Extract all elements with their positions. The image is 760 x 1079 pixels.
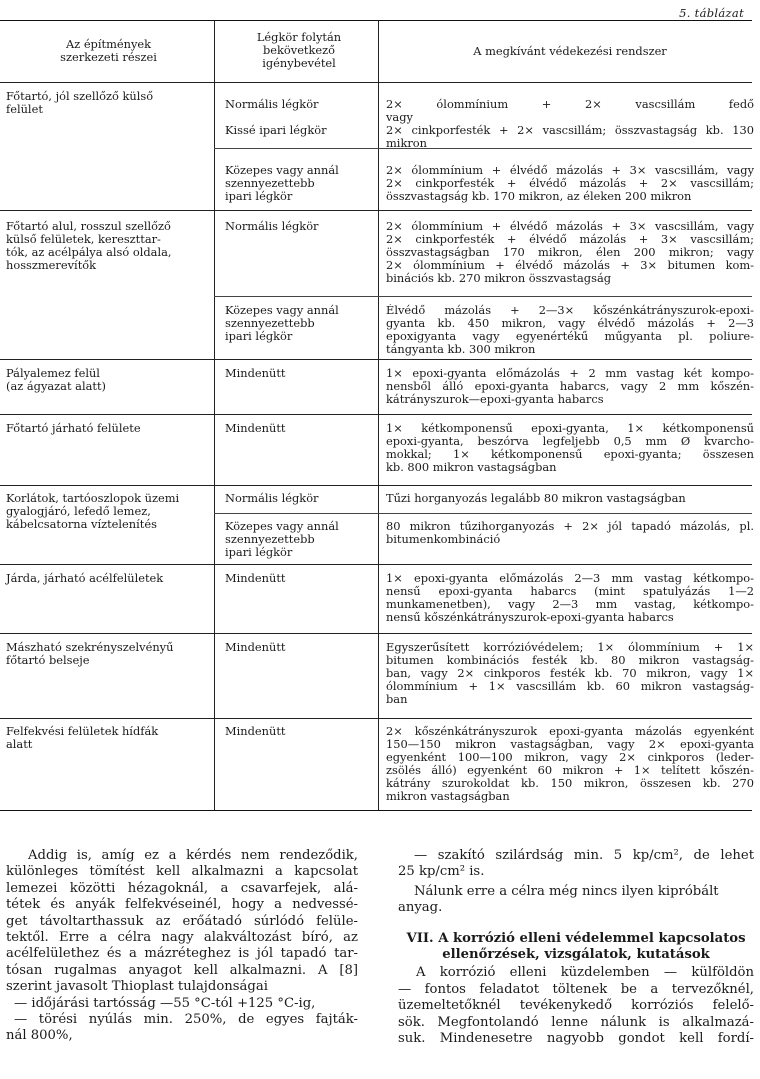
- structure-part-label: Főtartó alul, rosszul szellőző külső felületek, kereszttar- tók, az acélpálya alsó oldala, hosszmerevítők: [6, 219, 172, 272]
- corrosion-paragraph: A korrózió elleni küzdelemben — külföldön — fontos feladatot töltenek be a tervezőknél, üzemeltetőknél tevékenykedő korróziós felelő- sök. Megfontolandó lenne nálunk is alkalmazá- suk. Mindenesetre nagyobb gondot kell fordí-: [398, 965, 754, 1047]
- protection-line: 2× ólommínium + élvédő mázolás + 3× vascsillám, vagy: [386, 220, 754, 233]
- protection-line: tángyanta kb. 300 mikron: [386, 343, 536, 356]
- protection-line: Tűzi horganyozás legalább 80 mikron vastagságban: [386, 492, 686, 505]
- atmosphere-condition: Mindenütt: [225, 640, 286, 654]
- protection-system-text: [386, 492, 754, 505]
- protection-line: mikron vastagságban: [386, 790, 510, 803]
- protection-line: ólommínium + 1× vascsillám kb. 60 mikron vastagság-: [386, 680, 754, 693]
- structure-part-label: Mászható szekrényszelvényű főtartó belseje: [6, 640, 174, 667]
- right-column-text: [398, 848, 754, 1047]
- no-material-paragraph: Nálunk erre a célra még nincs ilyen kipróbált anyag.: [398, 883, 719, 916]
- protection-system-text: [386, 367, 754, 406]
- protection-line: összvastagságban 170 mikron, élen 200 mikron; vagy: [386, 246, 754, 259]
- structure-part-label: Főtartó járható felülete: [6, 421, 141, 435]
- header-protection-system: A megkívánt védekezési rendszer: [473, 44, 667, 58]
- protection-line: bitumenkombináció: [386, 533, 501, 546]
- protection-table: [0, 20, 752, 811]
- protection-line: nensű epoxi-gyanta habarcs (mint spatulyázás 1—2: [386, 585, 754, 598]
- structure-part-label: Pályalemez felül (az ágyazat alatt): [6, 366, 106, 393]
- protection-line: 2× kőszénkátrányszurok epoxi-gyanta mázolás egyenként: [386, 725, 754, 738]
- protection-system-text: [386, 304, 754, 356]
- protection-line: kátrány szurokoldat kb. 150 mikron, összesen kb. 270: [386, 777, 754, 790]
- protection-line: gyanta kb. 450 mikron, vagy élvédő mázolás + 2—3: [386, 317, 754, 330]
- protection-line: nensből álló epoxi-gyanta habarcs, vagy 2 mm kőszén-: [386, 380, 754, 393]
- header-atmospheric-load: Légkör folytán bekövetkező igénybevétel: [256, 30, 342, 70]
- protection-line: 80 mikron tűzihorganyozás + 2× jól tapadó mázolás, pl.: [386, 520, 754, 533]
- protection-line: Élvédő mázolás + 2—3× kőszénkátrányszurok-epoxi-: [386, 304, 754, 317]
- protection-line: 1× kétkomponensű epoxi-gyanta, 1× kétkomponensű: [386, 422, 754, 435]
- protection-line: munkamenetben), vagy 2—3 mm vastag, kétkompo-: [386, 598, 754, 611]
- protection-system-text: [386, 520, 754, 546]
- structure-part-label: Felfekvési felületek hídfák alatt: [6, 724, 159, 751]
- protection-line: 2× cinkporfesték + élvédő mázolás + 3× vascsillám;: [386, 233, 754, 246]
- protection-system-text: [386, 725, 754, 803]
- protection-system-text: [386, 641, 754, 706]
- atmosphere-condition: Normális légkör: [225, 97, 319, 111]
- protection-line: 1× epoxi-gyanta előmázolás 2—3 mm vastag kétkompo-: [386, 572, 754, 585]
- atmosphere-condition: Mindenütt: [225, 571, 286, 585]
- structure-part-label: Főtartó, jól szellőző külső felület: [6, 89, 154, 116]
- protection-line: ban, vagy 2× cinkporos festék kb. 70 mikron, vagy 1×: [386, 667, 754, 680]
- protection-line: összvastagság kb. 170 mikron, az éleken 200 mikron: [386, 190, 692, 203]
- protection-system-text: [386, 164, 754, 203]
- protection-line: epoxi-gyanta, beszórva legfeljebb 0,5 mm Ø kvarcho-: [386, 435, 754, 448]
- protection-system-text: [386, 124, 754, 150]
- protection-line: Egyszerűsített korrózióvédelem; 1× ólommínium + 1×: [386, 641, 754, 654]
- protection-line: vagy: [386, 111, 413, 124]
- protection-line: 2× ólommínium + 2× vascsillám fedő: [386, 98, 754, 111]
- property-item-weather: — időjárási tartósság —55 °C-tól +125 °C-ig,: [14, 995, 316, 1011]
- protection-line: zsölés álló) egyenként 60 mikron + 1× telített kőszén-: [386, 764, 754, 777]
- gasket-paragraph: Addig is, amíg ez a kérdés nem rendeződik, különleges tömítést kell alkalmazni a kapcsolat lemezei közötti hézagoknál, a csavarfejek, alá- tétek és anyák felfekvéseinél, hogy a nedvessé- get távoltarthassuk az erőátadó súrlódó felüle- tektől. Erre a célra nagy alakváltozást bíró, az acélfelülethez és a mázréteghez is jól tapadó tar- tósan rugalmas anyagot kell alkalmazni. A [8] szerint javasolt Thioplast tulajdonságai: [6, 848, 358, 995]
- header-structure-parts: Az építmények szerkezeti részei: [60, 37, 157, 64]
- atmosphere-condition: Mindenütt: [225, 366, 286, 380]
- atmosphere-condition: Közepes vagy annál szennyezettebb ipari légkör: [225, 163, 339, 203]
- section-heading: VII. A korrózió elleni védelemmel kapcsolatos ellenőrzések, vizsgálatok, kutatások: [406, 930, 746, 963]
- protection-line: kb. 800 mikron vastagságban: [386, 461, 557, 474]
- protection-system-text: [386, 572, 754, 624]
- protection-line: nensű kőszénkátrányszurok-epoxi-gyanta habarcs: [386, 611, 674, 624]
- protection-line: mikron: [386, 137, 427, 150]
- atmosphere-condition: Kissé ipari légkör: [225, 123, 327, 137]
- protection-line: 2× ólommínium + élvédő mázolás + 3× bitumen kom-: [386, 259, 754, 272]
- protection-line: 2× cinkporfesték + 2× vascsillám; összvastagság kb. 130: [386, 124, 754, 137]
- structure-part-label: Korlátok, tartóoszlopok üzemi gyalogjáró, lefedő lemez, kábelcsatorna víztelenítés: [6, 491, 180, 531]
- left-column-text: [6, 848, 358, 1045]
- atmosphere-condition: Mindenütt: [225, 724, 286, 738]
- protection-line: epoxigyanta vagy egyenértékű műgyanta pl. poliure-: [386, 330, 754, 343]
- atmosphere-condition: Normális légkör: [225, 491, 319, 505]
- atmosphere-condition: Mindenütt: [225, 421, 286, 435]
- protection-system-text: [386, 422, 754, 474]
- protection-line: 2× cinkporfesték + élvédő mázolás + 2× vascsillám;: [386, 177, 754, 190]
- atmosphere-condition: Közepes vagy annál szennyezettebb ipari légkör: [225, 519, 339, 559]
- protection-line: 2× ólommínium + élvédő mázolás + 3× vascsillám, vagy: [386, 164, 754, 177]
- table-label: 5. táblázat: [679, 6, 744, 20]
- protection-system-text: [386, 98, 754, 124]
- protection-line: egyenként 100—100 mikron, vagy 2× cinkporos (leder-: [386, 751, 754, 764]
- protection-line: bitumen kombinációs festék kb. 80 mikron vastagság-: [386, 654, 754, 667]
- protection-line: mokkal; 1× kétkomponensű epoxi-gyanta; összesen: [386, 448, 754, 461]
- protection-line: 150—150 mikron vastagságban, vagy 2× epoxi-gyanta: [386, 738, 754, 751]
- atmosphere-condition: Normális légkör: [225, 219, 319, 233]
- protection-line: kátrányszurok—epoxi-gyanta habarcs: [386, 393, 604, 406]
- property-item-strength: — szakító szilárdság min. 5 kp/cm², de lehet 25 kp/cm² is.: [398, 848, 754, 880]
- structure-part-label: Járda, járható acélfelületek: [6, 571, 164, 585]
- atmosphere-condition: Közepes vagy annál szennyezettebb ipari légkör: [225, 303, 339, 343]
- protection-line: ban: [386, 693, 408, 706]
- protection-line: 1× epoxi-gyanta előmázolás + 2 mm vastag két kompo-: [386, 367, 754, 380]
- protection-line: binációs kb. 270 mikron összvastagság: [386, 272, 612, 285]
- property-item-elongation: — törési nyúlás min. 250%, de egyes fajták- nál 800%,: [6, 1012, 358, 1044]
- protection-system-text: [386, 220, 754, 285]
